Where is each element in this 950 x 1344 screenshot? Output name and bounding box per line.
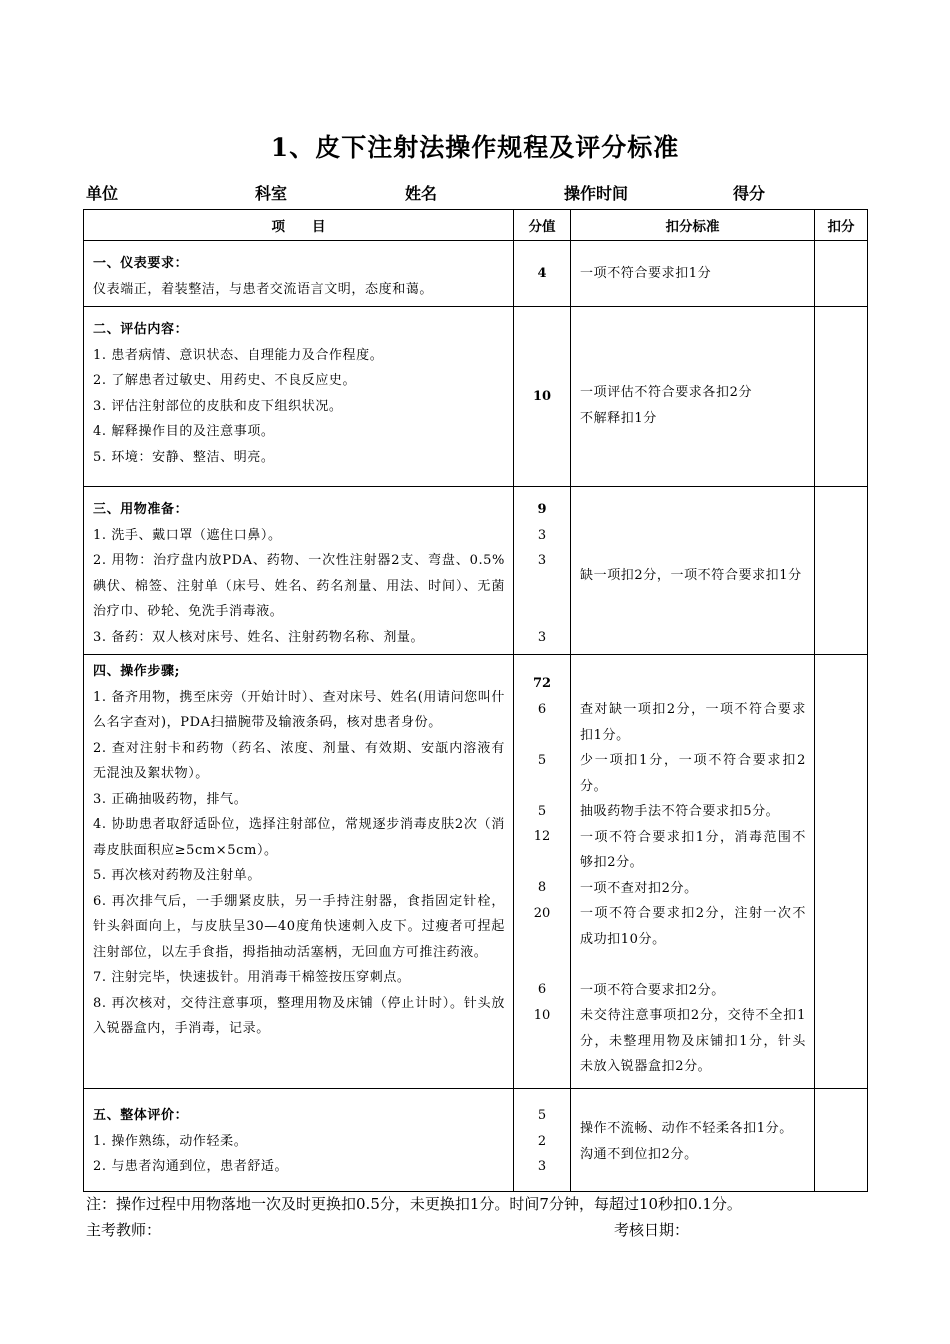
operation-time-label: 操作时间 (564, 184, 629, 203)
deduction-entry-cell (815, 1089, 868, 1192)
table-row (84, 307, 868, 487)
footer-note: 注：操作过程中用物落地一次及时更换扣0.5分，未更换扣1分。时间7分钟，每超过10秒扣0.1分。 (86, 1195, 742, 1213)
sub-score: 3 (537, 629, 547, 645)
exam-date-label: 考核日期： (614, 1221, 690, 1239)
sub-score (514, 926, 570, 952)
table-row (84, 241, 868, 307)
section-title: 五、整体评价： (93, 1108, 189, 1123)
item-cell (84, 241, 514, 307)
page-title: 1、皮下注射法操作规程及评分标准 (270, 133, 680, 162)
criteria-line: 一项不符合要求扣2分。 (580, 982, 725, 998)
sub-score: 5 (537, 803, 547, 819)
scoring-table (83, 209, 868, 1192)
column-header-points: 分值 (514, 210, 571, 241)
sub-score (514, 722, 570, 748)
item-cell (84, 655, 514, 1089)
criteria-line: 一项不查对扣2分。 (580, 880, 698, 896)
criteria-line: 操作不流畅、动作不轻柔各扣1分。 (580, 1121, 793, 1136)
points-cell (514, 1089, 571, 1192)
criteria-cell (571, 655, 815, 1089)
points-cell (514, 241, 571, 307)
item-line: 2. 用物：治疗盘内放PDA、药物、一次性注射器2支、弯盘、0.5%碘伏、棉签、注射单（床号、姓名、药名剂量、用法、时间）、无菌治疗巾、砂轮、免洗手消毒液。 (93, 553, 505, 619)
points-cell (514, 655, 571, 1089)
item-cell (84, 307, 514, 487)
sub-score (514, 952, 570, 978)
item-cell (84, 487, 514, 655)
item-line: 1. 操作熟练，动作轻柔。 (93, 1133, 248, 1149)
deduction-entry-cell (815, 241, 868, 307)
criteria-line: 一项不符合要求扣1分 (580, 265, 712, 281)
total-score: 72 (532, 676, 552, 691)
points-cell (514, 487, 571, 655)
total-score: 9 (537, 502, 547, 517)
criteria-line: 一项评估不符合要求各扣2分 (580, 385, 753, 400)
header-fields (86, 181, 876, 203)
criteria-line: 缺一项扣2分，一项不符合要求扣1分 (580, 567, 802, 583)
total-score: 4 (537, 265, 547, 281)
section-title: 一、仪表要求： (93, 256, 189, 271)
points-cell (514, 307, 571, 487)
item-line: 7. 注射完毕，快速拔针。用消毒干棉签按压穿刺点。 (93, 970, 411, 985)
section-title: 四、操作步骤; (93, 664, 180, 679)
item-cell (84, 1089, 514, 1192)
total-score: 10 (532, 388, 552, 404)
item-line: 4. 协助患者取舒适卧位，选择注射部位，常规逐步消毒皮肤2次（消毒皮肤面积应≥5cm×5cm）。 (93, 817, 505, 858)
criteria-line: 少一项扣1分，一项不符合要求扣2分。 (580, 753, 806, 794)
criteria-line: 抽吸药物手法不符合要求扣5分。 (580, 804, 780, 819)
examiner-label: 主考教师： (86, 1221, 162, 1239)
table-row (84, 487, 868, 655)
sub-score: 8 (537, 880, 547, 895)
deduction-entry-cell (815, 487, 868, 655)
table-row (84, 655, 868, 1089)
criteria-cell (571, 1089, 815, 1192)
sub-score (514, 599, 570, 625)
criteria-line: 沟通不到位扣2分。 (580, 1146, 698, 1162)
item-line: 4. 解释操作目的及注意事项。 (93, 424, 275, 439)
item-line: 3. 备药：双人核对床号、姓名、注射药物名称、剂量。 (93, 629, 425, 645)
column-header-criteria: 扣分标准 (571, 210, 815, 241)
item-line: 1. 备齐用物，携至床旁（开始计时）、查对床号、姓名(用请问您叫什么名字查对)，PDA扫描腕带及输液条码，核对患者身份。 (93, 689, 505, 730)
column-header-item: 项 目 (84, 210, 514, 241)
item-line: 8. 再次核对，交待注意事项，整理用物及床铺（停止计时）。针头放入锐器盒内，手消毒，记录。 (93, 995, 505, 1036)
item-line: 6. 再次排气后，一手绷紧皮肤，另一手持注射器，食指固定针栓，针头斜面向上，与皮肤呈30—40度角快速刺入皮下。过瘦者可捏起注射部位，以左手食指，拇指抽动活塞柄，无回血方可推注药液。 (93, 893, 505, 960)
sub-score: 3 (537, 553, 547, 568)
item-line: 2. 查对注射卡和药物（药名、浓度、剂量、有效期、安瓿内溶液有无混浊及絮状物）。 (93, 740, 505, 781)
deduction-entry-cell (815, 307, 868, 487)
item-line: 5. 再次核对药物及注射单。 (93, 868, 261, 883)
item-line: 5. 环境：安静、整洁、明亮。 (93, 449, 275, 465)
criteria-cell (571, 307, 815, 487)
section-title: 三、用物准备： (93, 502, 189, 517)
sub-score (514, 773, 570, 799)
sub-score (514, 850, 570, 876)
deduction-entry-cell (815, 655, 868, 1089)
department-label: 科室 (255, 184, 288, 203)
table-row (84, 1089, 868, 1192)
name-label: 姓名 (405, 184, 438, 203)
criteria-line: 未交待注意事项扣2分，交待不全扣1分，未整理用物及床铺扣1分，针头未放入锐器盒扣2分。 (580, 1008, 806, 1074)
sub-score: 12 (533, 829, 551, 844)
criteria-line (580, 952, 806, 978)
sub-score: 6 (537, 982, 547, 997)
sub-score: 2 (537, 1133, 547, 1149)
criteria-line: 一项不符合要求扣1分，消毒范围不够扣2分。 (580, 829, 806, 870)
total-score: 5 (537, 1108, 547, 1123)
sub-score: 10 (533, 1007, 551, 1023)
criteria-line: 不解释扣1分 (580, 410, 657, 426)
sub-score: 3 (537, 1159, 547, 1174)
score-label: 得分 (733, 184, 766, 203)
section-title: 二、评估内容： (93, 322, 189, 337)
table-header-row (84, 210, 868, 241)
criteria-cell (571, 487, 815, 655)
column-header-deduction: 扣分 (815, 210, 868, 241)
sub-score: 6 (537, 701, 547, 717)
criteria-line: 查对缺一项扣2分，一项不符合要求扣1分。 (580, 702, 806, 743)
unit-label: 单位 (86, 184, 119, 203)
sub-score: 20 (533, 905, 551, 921)
item-line: 1. 患者病情、意识状态、自理能力及合作程度。 (93, 347, 384, 363)
item-line: 2. 与患者沟通到位，患者舒适。 (93, 1159, 289, 1174)
criteria-line: 一项不符合要求扣2分，注射一次不成功扣10分。 (580, 906, 806, 947)
item-line: 3. 正确抽吸药物，排气。 (93, 791, 248, 807)
sub-score: 3 (537, 527, 547, 543)
criteria-cell (571, 241, 815, 307)
sub-score (514, 574, 570, 600)
item-line: 1. 洗手、戴口罩（遮住口鼻）。 (93, 527, 282, 543)
item-line: 3. 评估注射部位的皮肤和皮下组织状况。 (93, 398, 343, 414)
item-line: 仪表端正，着装整洁，与患者交流语言文明，态度和蔼。 (93, 281, 434, 297)
sub-score: 5 (537, 752, 547, 768)
item-line: 2. 了解患者过敏史、用药史、不良反应史。 (93, 373, 357, 388)
